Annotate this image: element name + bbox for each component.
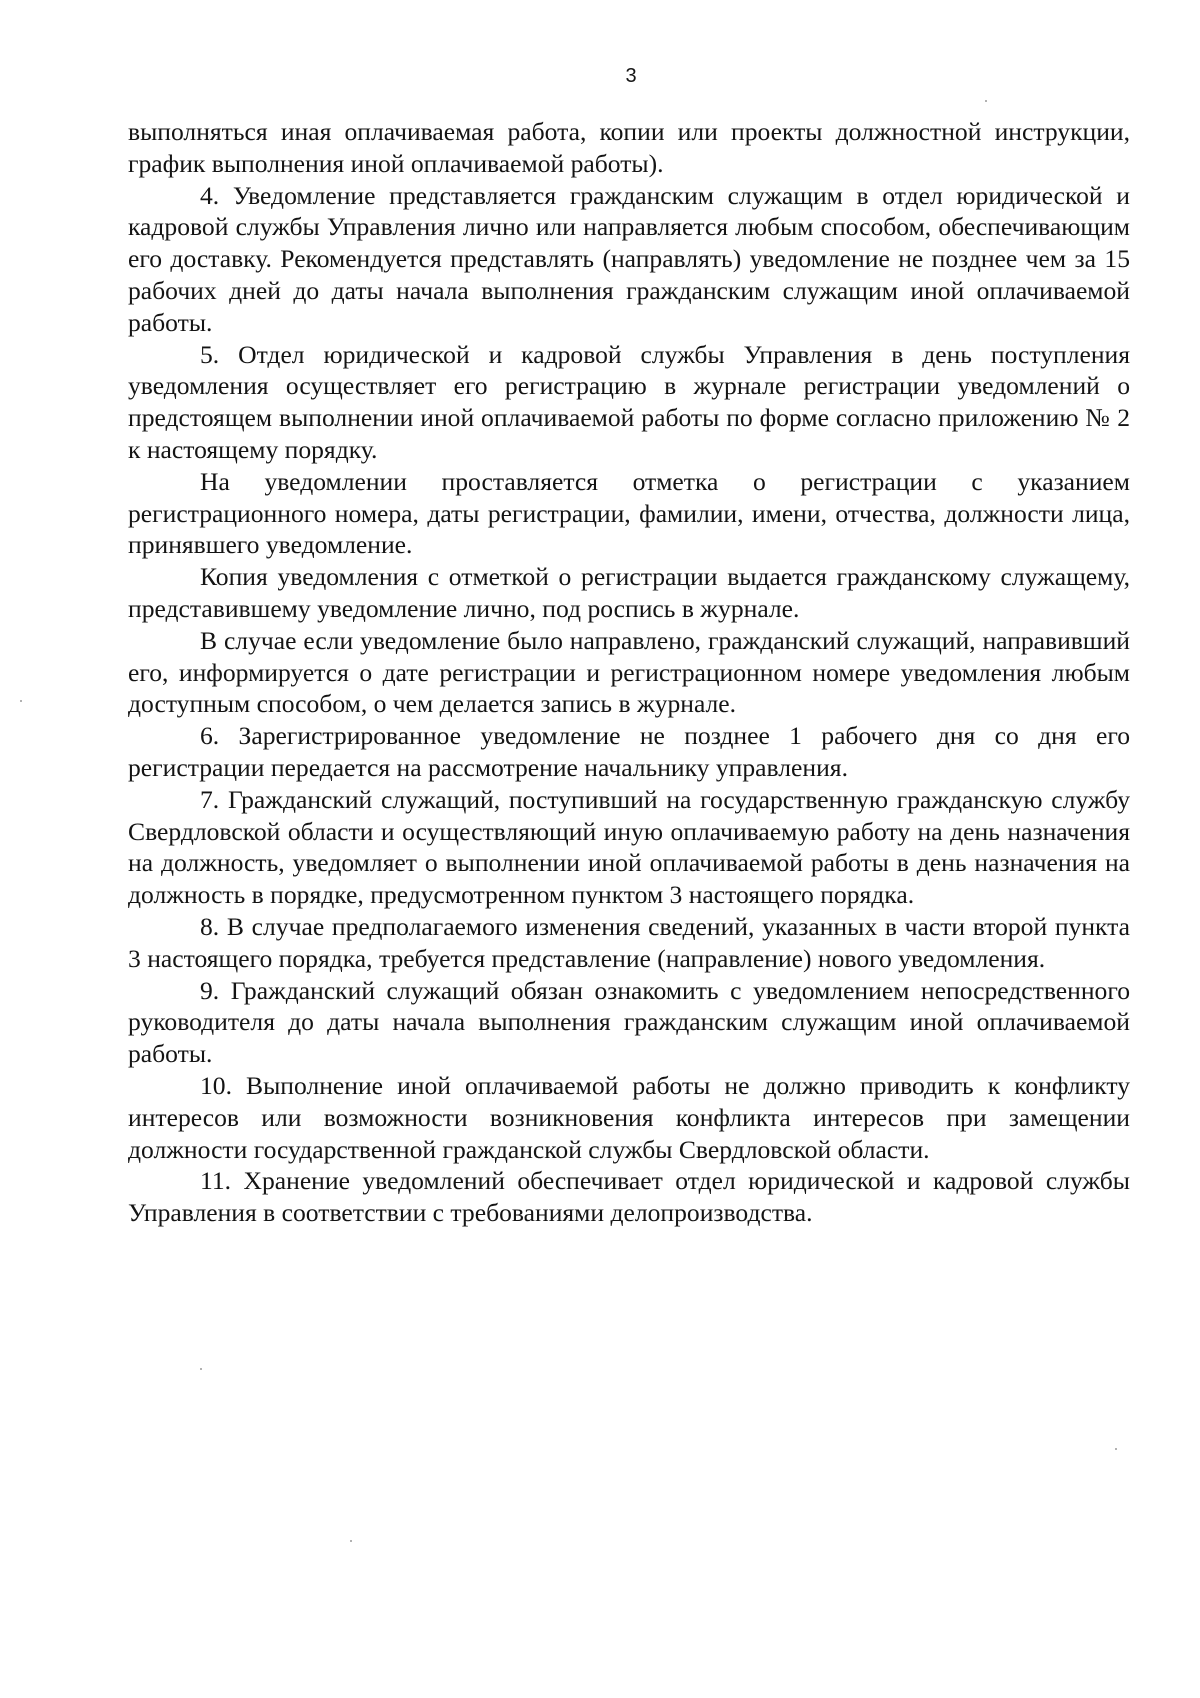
paragraph-item-7: 7. Гражданский служащий, поступивший на государственную гражданскую службу Свердловской области и осуществляющий иную оплачиваемую работу на день назначения на должность, уведомляет о выполнении иной оплачиваемой работы в день назначения на должность в порядке, предусмотренном пунктом 3 настоящего порядка.	[128, 784, 1130, 910]
paragraph-item-11: 11. Хранение уведомлений обеспечивает отдел юридической и кадровой службы Управления в соответствии с требованиями делопроизводства.	[128, 1166, 1130, 1228]
scan-speck	[200, 1368, 202, 1370]
paragraph-sent-notice: В случае если уведомление было направлено, гражданский служащий, направивший его, информируется о дате регистрации и регистрационном номере уведомления любым доступным способом, о чем делается запись в журнале.	[128, 625, 1130, 719]
paragraph-item-8: 8. В случае предполагаемого изменения сведений, указанных в части второй пункта 3 настоящего порядка, требуется представление (направление) нового уведомления.	[128, 911, 1130, 973]
paragraph-item-4: 4. Уведомление представляется гражданским служащим в отдел юридической и кадровой службы Управления лично или направляется любым способом, обеспечивающим его доставку. Рекомендуется представлять (направлять) уведомление не позднее чем за 15 рабочих дней до даты начала выполнения гражданским служащим иной оплачиваемой работы.	[128, 180, 1130, 337]
paragraph-item-9: 9. Гражданский служащий обязан ознакомить с уведомлением непосредственного руководителя до даты начала выполнения гражданским служащим иной оплачиваемой работы.	[128, 975, 1130, 1069]
paragraph-copy-issued: Копия уведомления с отметкой о регистрации выдается гражданскому служащему, представившему уведомление лично, под роспись в журнале.	[128, 562, 1130, 623]
scan-speck	[20, 700, 22, 702]
paragraph-registration-mark: На уведомлении проставляется отметка о регистрации с указанием регистрационного номера, даты регистрации, фамилии, имени, отчества, должности лица, принявшего уведомление.	[128, 466, 1130, 560]
scan-speck	[1115, 1448, 1117, 1450]
paragraph-item-6: 6. Зарегистрированное уведомление не позднее 1 рабочего дня со дня его регистрации передается на рассмотрение начальнику управления.	[128, 721, 1130, 782]
paragraph-continuation: выполняться иная оплачиваемая работа, копии или проекты должностной инструкции, график выполнения иной оплачиваемой работы).	[128, 117, 1130, 178]
scan-speck	[985, 100, 987, 102]
page-number: 3	[625, 65, 637, 87]
paragraph-item-5: 5. Отдел юридической и кадровой службы Управления в день поступления уведомления осуществляет его регистрацию в журнале регистрации уведомлений о предстоящем выполнении иной оплачиваемой работы по форме согласно приложению № 2 к настоящему порядку.	[128, 339, 1130, 464]
paragraph-item-10: 10. Выполнение иной оплачиваемой работы не должно приводить к конфликту интересов или возможности возникновения конфликта интересов при замещении должности государственной гражданской службы Свердловской области.	[128, 1070, 1130, 1164]
document-body	[128, 116, 1130, 1229]
scan-speck	[350, 1540, 352, 1542]
